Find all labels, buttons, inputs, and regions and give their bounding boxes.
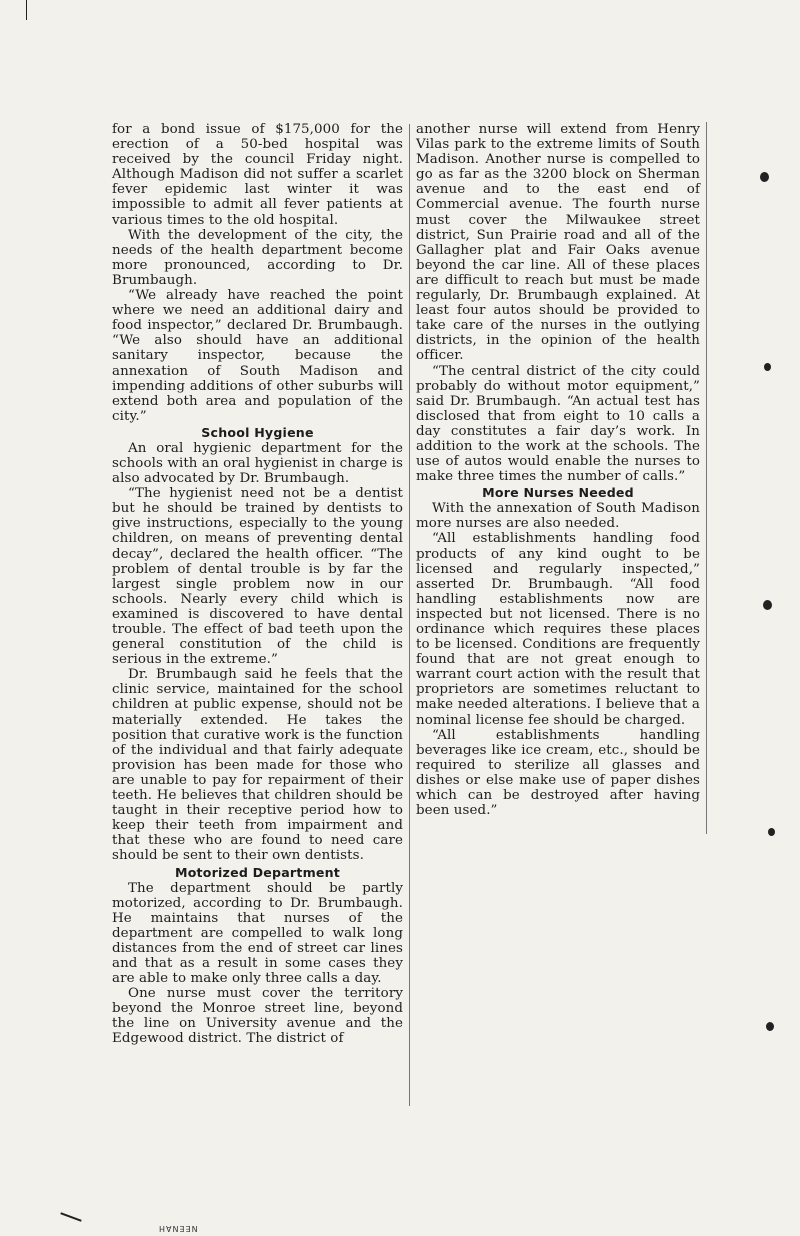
scan-edge-mark xyxy=(60,1212,81,1221)
right-column-paragraph: With the annexation of South Madison more nurses are also needed. xyxy=(416,501,700,532)
left-column-paragraph: One nurse must cover the territory beyond the Monroe street line, beyond the line on University avenue and the Edgewood district. The district of xyxy=(112,986,403,1047)
right-column-section-heading: More Nurses Needed xyxy=(482,485,634,501)
right-text-column xyxy=(416,122,700,818)
left-column-paragraph: for a bond issue of $175,000 for the erection of a 50-bed hospital was received by the council Friday night. Although Madison did not suffer a scarlet fever epidemic last winter it was impossible to admit all fever patients at various times to the old hospital. xyxy=(112,122,403,228)
left-column-paragraph: Dr. Brumbaugh said he feels that the clinic service, maintained for the school children at public expense, should not be materially extended. He takes the position that curative work is the function of the individual and that fairly adequate provision has been made for those who are unable to pay for repairment of their teeth. He believes that children should be taught in their receptive period how to keep their teeth from impairment and that these who are found to need care should be sent to their own dentists. xyxy=(112,667,403,864)
left-column-section-heading: Motorized Department xyxy=(174,864,341,880)
scan-speck xyxy=(763,600,772,610)
left-column-paragraph: “The hygienist need not be a dentist but he should be trained by dentists to give instructions, especially to the young children, on means of preventing dental decay”, declared the health officer. “The problem of dental trouble is by far the largest single problem now in our schools. Nearly every child which is examined is discovered to have dental trouble. The effect of bad teeth upon the general constitution of the child is serious in the extreme.” xyxy=(112,486,403,668)
left-column-paragraph: With the development of the city, the needs of the health department become more pronounced, according to Dr. Brumbaugh. xyxy=(112,227,403,288)
left-column-paragraph: An oral hygienic department for the schools with an oral hygienist in charge is also advocated by Dr. Brumbaugh. xyxy=(112,440,403,487)
paper-watermark: NEENAH xyxy=(158,1224,198,1233)
left-text-column xyxy=(112,122,403,1047)
left-column-paragraph: “We already have reached the point where we need an additional dairy and food inspector,” declared Dr. Brumbaugh. “We also should have an additional sanitary inspector, because the annexation of South Madison and impending additions of other suburbs will extend both area and population of the city.” xyxy=(112,288,403,424)
right-column-paragraph: “All establishments handling beverages like ice cream, etc., should be required to sterilize all glasses and dishes or else make use of paper dishes which can be destroyed after having been used.” xyxy=(416,727,700,819)
right-column-edge-rule xyxy=(706,122,707,834)
right-column-paragraph: “The central district of the city could probably do without motor equipment,” said Dr. Brumbaugh. “An actual test has disclosed that from eight to 10 calls a day constitutes a fair day’s work. In addition to the work at the schools. The use of autos would enable the nurses to make three times the number of calls.” xyxy=(416,363,700,485)
scan-edge-mark xyxy=(26,0,27,20)
column-divider-rule xyxy=(409,124,410,1106)
left-column-section-heading: School Hygiene xyxy=(201,424,314,440)
scan-speck xyxy=(768,828,775,836)
scan-speck xyxy=(764,363,771,371)
right-column-paragraph: another nurse will extend from Henry Vilas park to the extreme limits of South Madison. Another nurse is compelled to go as far as the 3200 block on Sherman avenue and to the east end of Commercial avenue. The fourth nurse must cover the Milwaukee street district, Sun Prairie road and all of the Gallagher plat and Fair Oaks avenue beyond the car line. All of these places are difficult to reach but must be made regularly, Dr. Brumbaugh explained. At least four autos should be provided to take care of the nurses in the outlying districts, in the opinion of the health officer. xyxy=(416,122,700,364)
left-column-paragraph: The department should be partly motorized, according to Dr. Brumbaugh. He maintains that nurses of the department are compelled to walk long distances from the end of street car lines and that as a result in some cases they are able to make only three calls a day. xyxy=(112,880,403,987)
scan-speck xyxy=(760,172,769,182)
scan-speck xyxy=(766,1022,774,1031)
right-column-paragraph: “All establishments handling food products of any kind ought to be licensed and regularly inspected,” asserted Dr. Brumbaugh. “All food handling establishments now are inspected but not licensed. There is no ordinance which requires these places to be licensed. Conditions are frequently found that are not great enough to warrant court action with the result that proprietors are sometimes reluctant to make needed alterations. I believe that a nominal license fee should be charged. xyxy=(416,531,700,728)
